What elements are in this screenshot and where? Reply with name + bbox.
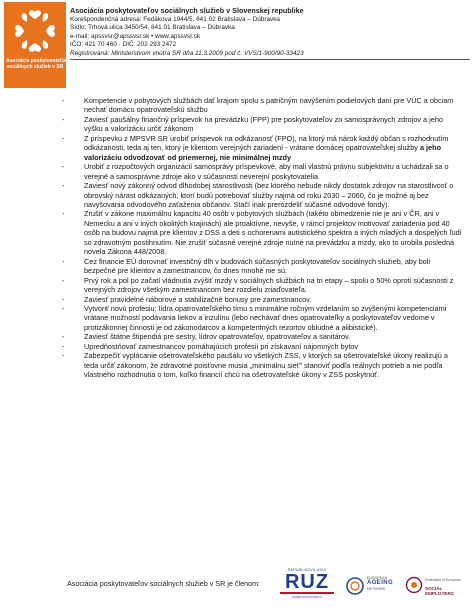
fese-icon — [405, 576, 423, 594]
list-item: - Prvý rok a pol po začatí vládnutia zvýšiť mzdy v sociálnych službách na tri etapy – spolu o 50% oproti súčasnosti z verejných zdrojov všetkým zamestnancom bez rozdielu zriaďovateľa. — [62, 276, 462, 295]
list-item: - Zrušiť v zákone maximálnu kapacitu 40 osôb v pobytových službách (takéto obmedzenie nie je ani v ČR, ani v Nemecku a ani v iných okolitých krajinách) ale proaktívne, nevyše, v rámci projektov motivovať zariadenia pod 40 osôb na budovu najmä pre klientov z DSS a deti s ochorenami autistického spektra a iných mladých a dospelých ľudí so zdravotným postihnutím. Nie zrušiť súčasné verejné zdroje nutné na prevádzku a mzdy, ako to urobila posledná novela Zákona 448/2008. — [62, 209, 462, 256]
letterhead — [70, 6, 470, 60]
eu-ageing-network-logo — [345, 574, 401, 598]
contact[interactable]: e-mail: apssvsr@apssvsr.sk • www.apssvsr.sk — [70, 32, 201, 40]
membership-text: Asociácia poskytovateľov sociálnych služieb v SR je členom: — [67, 579, 261, 588]
list-item: - Urobiť z rozpočtových organizácií samosprávy príspevkové, aby mali vlastnú právnu subjektivitu a uchádzali sa o verejné a samosprávne zdroje ako v súčasnosti neverejní poskytovatelia — [62, 162, 462, 181]
org-name: Asociácia poskytovateľov sociálnych služieb v Slovenskej republike — [70, 6, 304, 15]
list-item: - Upredňostňovať zamestnancov pomáhajúcich profesií pri získavaní nájomných bytov — [62, 342, 462, 351]
fese-name: SOCIAL EMPLOYERS — [425, 586, 454, 596]
fese-logo — [405, 572, 471, 600]
list-item: - Kompetencie v pobytových službách dať krajom spolu s patričným navýšením podielových daní pre VÚC a obciam nechať domácu opatrovateľskú službu — [62, 96, 462, 115]
list-item: - Zaviesť štátne štipendiá pre sestry, lídrov opatrovateľov, opatrovateľov a sanitárov. — [62, 332, 462, 341]
hearts-circle-icon — [11, 6, 59, 56]
list-item: - Cez financie EÚ dorovnať investičný dlh v budovách súčasných poskytovateľov sociálnych služieb, aby boli bezpečné pre klientov a zamestnancov, čo dnes mnohé nie sú. — [62, 257, 462, 276]
ageing-network-icon — [345, 576, 365, 596]
list-item: - Zaviesť nový zákonný odvod dlhodobej starostlivosti (bez ktorého nebude nikdy dostatok zdrojov na starostlivosť o obrovský nárast odkázaných, ktorí budú potrebovať služby najmä od roku 2030 – 2060, čo je možné aj bez navyšovania odvodového zaťaženia občanov. Stačí inak prerozdeliť súčasné odvodové fondy). — [62, 181, 462, 209]
list-item: - Zaviesť pravidelné náborové a stabilizačné bonusy pre zamestnancov. — [62, 295, 462, 304]
ruz-top: REPUBLIKOVÁ ÚNIA — [287, 568, 327, 572]
ruz-sub: ZAMESTNÁVATEĽOV — [292, 595, 322, 599]
logo-text — [4, 58, 66, 70]
list-item: - Zaviesť paušálny finančný príspevok na prevádzku (FPP) pre poskytovateľov zo samosprávnych zdrojov a jeho výšku a valorizáciu určiť zákonom — [62, 115, 462, 134]
ids: IČO: 421 70 460 · DIČ: 202 293 2472 — [70, 41, 177, 49]
emphasis: a jeho valorizáciu odvodzovať od priemernej, nie minimálnej mzdy — [84, 143, 442, 162]
logo-line: sociálnych služieb v SR — [6, 64, 64, 70]
proposal-list — [62, 96, 462, 380]
ruz-name: RUZ — [280, 572, 334, 594]
footer — [0, 568, 474, 608]
list-item: - Z príspevku z MPSVR SR urobiť príspevok na odkázanosť (FPO), na ktorý má nárok každý občan s rozhodnutím odkázanosti, teda aj ten, ktorý je klientom verejných zariadení - vrátane domácej opatrovateľskej služby a jeho valorizáciu odvodzovať od priemernej, nie minimálnej mzdy — [62, 134, 462, 162]
eu-sub: NETWORK — [367, 587, 386, 591]
ruz-logo — [280, 568, 334, 606]
fese-top: Federation of European — [425, 578, 461, 582]
eu-name: AGEING — [367, 580, 394, 586]
registration: Registrovaná: Ministerstvom vnútra SR dňa 11.3.2009 pod č. VVS/1-900/90-33423 — [70, 50, 470, 61]
list-item: - Zabezpečiť vyplácanie ošetrovateľského paušálu vo všetkých ZSS, v ktorých sa ošetrovateľské úkony realizujú a teda určiť zákonom, že zdravotné poisťovne musia „minimálnu sieť" stanoviť podľa reálnych potrieb a nie podľa vlastného rozhodnutia o tom, koľko financií chcú na ošetrovateľské úkony v ZSS poskytnúť. — [62, 351, 462, 379]
address: Korešpondenčná adresa: Fedákova 1944/5, 841 02 Bratislava – Dúbravka — [70, 15, 280, 23]
list-item: - Vytvoriť novú profesiu: lídra opatrovateľského tímu s minimálne ročným vzdelaním so zvýšenými kompetenciami vrátane možností podávania liekov a inzulínu (lebo nechávať dnes opatrovateľky a poskytovateľov vedome v protizákonnej činnosti je od zákonodarcov a kompetentných rezortov obludné a alibistické). — [62, 304, 462, 332]
logo-line: Asociácia poskytovateľov — [6, 58, 68, 64]
eu-top: EUROPEAN — [367, 576, 388, 580]
seat: Sídlo: Trhová ulica 3450/54, 841 01 Bratislava – Dúbravka — [70, 24, 235, 32]
association-logo — [4, 2, 66, 88]
